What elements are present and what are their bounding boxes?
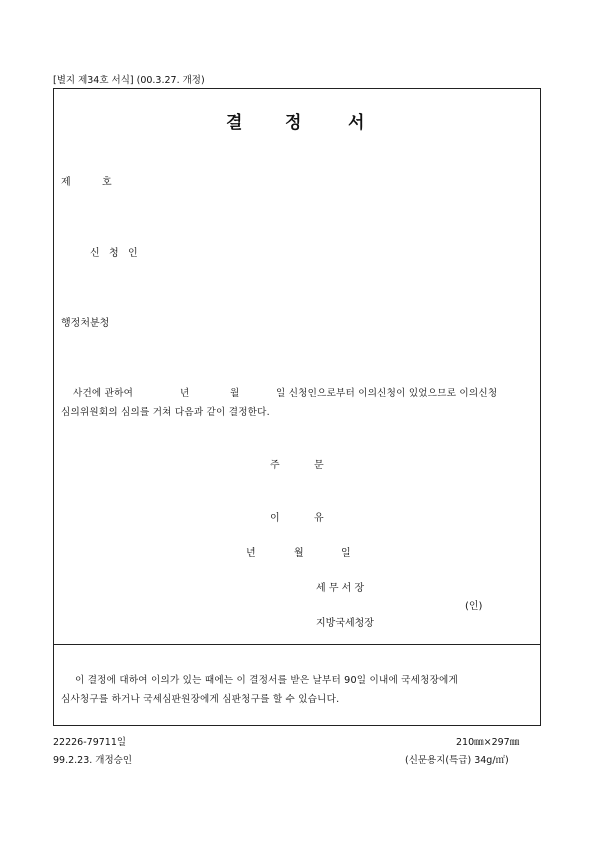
title-char-2: 정 bbox=[285, 113, 302, 133]
body-line1-start: 사건에 관하여 bbox=[73, 388, 134, 399]
applicant-char-2: 청 bbox=[109, 248, 119, 259]
date-year: 년 bbox=[246, 548, 256, 559]
footer-paper-type: (신문용지(특급) 34g/㎡) bbox=[405, 755, 509, 766]
form-number-note: [별지 제34호 서식] (00.3.27. 개정) bbox=[53, 75, 205, 86]
body-line2: 심의위원회의 심의를 거쳐 다음과 같이 결정한다. bbox=[61, 407, 270, 418]
seal-mark: (인) bbox=[465, 601, 483, 612]
reason-char-1: 이 bbox=[270, 513, 280, 524]
notice-line2: 심사청구를 하거나 국세심판원장에게 심판청구를 할 수 있습니다. bbox=[61, 694, 340, 705]
order-char-1: 주 bbox=[270, 460, 280, 471]
notice-divider bbox=[53, 644, 541, 645]
title-char-1: 결 bbox=[226, 113, 243, 133]
number-label-prefix: 제 bbox=[61, 177, 71, 188]
footer-approval: 99.2.23. 개정승인 bbox=[53, 755, 133, 766]
date-day: 일 bbox=[341, 548, 351, 559]
body-line1-month: 월 bbox=[230, 388, 240, 399]
notice-line1: 이 결정에 대하여 이의가 있는 때에는 이 결정서를 받은 날부터 90일 이내에 국세청장에게 bbox=[75, 675, 458, 686]
tax-office-head: 세 무 서 장 bbox=[316, 583, 365, 594]
number-label-suffix: 호 bbox=[102, 177, 112, 188]
order-char-2: 문 bbox=[314, 460, 324, 471]
footer-form-code: 22226-79711일 bbox=[53, 737, 127, 748]
agency-label: 행정처분청 bbox=[61, 318, 110, 329]
applicant-char-1: 신 bbox=[90, 248, 100, 259]
applicant-char-3: 인 bbox=[128, 248, 138, 259]
body-line1-year: 년 bbox=[180, 388, 190, 399]
regional-tax-office-head: 지방국세청장 bbox=[316, 618, 374, 629]
body-line1-rest: 일 신청인으로부터 이의신청이 있었으므로 이의신청 bbox=[276, 388, 498, 399]
title-char-3: 서 bbox=[348, 113, 365, 133]
footer-paper-size: 210㎜×297㎜ bbox=[456, 737, 520, 748]
reason-char-2: 유 bbox=[314, 513, 324, 524]
date-month: 월 bbox=[294, 548, 304, 559]
